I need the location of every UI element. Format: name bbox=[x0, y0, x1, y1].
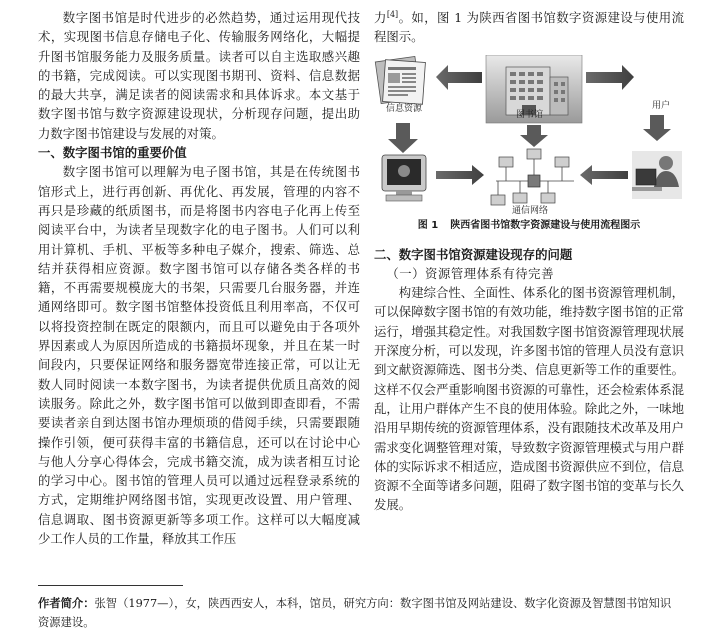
computer-monitor-icon bbox=[382, 155, 426, 201]
library-label: 图书馆 bbox=[516, 109, 544, 120]
continuation-tail: 。如，图 1 为陕西省图书馆数字资源建设与使用流程图示。 bbox=[374, 10, 685, 45]
section-2-heading: 二、数字图书馆资源建设现存的问题 bbox=[374, 246, 573, 262]
figure-caption bbox=[374, 219, 684, 233]
footnote-text: 张智（1977—），女，陕西西安人，本科，馆员，研究方向：数字图书馆及网站建设、数字化资源及智慧图书馆知识资源建设。 bbox=[38, 597, 672, 629]
footnote-label: 作者简介： bbox=[38, 597, 95, 610]
figure-caption-number: 图 1 bbox=[417, 219, 439, 231]
continuation-text: 力 bbox=[374, 10, 387, 25]
subsection-heading: （一）资源管理体系有待完善 bbox=[386, 265, 554, 281]
newspaper-icon bbox=[375, 56, 425, 104]
server-icon bbox=[528, 175, 540, 187]
section-1-body: 数字图书馆可以理解为电子图书馆，其是在传统图书馆形式上，进行再创新、再优化、再发展，管理的内容不再只是珍藏的纸质图书，而是将图书内容电子化再上传至阅读平台中，为读者呈现数字化的电子图书。人们可以利用计算机、手机、平板等多种电子媒介，搜索、筛选、总结并获得相应资源。数字图书馆可以存储各类各样的书籍，不再需要规模庞大的书架，只需要几台服务器，并连通网络即可。数字图书馆整体投资低且利用率高，不仅可以将投资控制在既定的限额内，而且可以避免由于各项外界因素或人为原因所造成的书籍损坏现象，并且在某一时间段内，只要保证网络和服务器宽带连接正常，可以让无数人同时阅读一本数字图书，为读者提供优质且高效的阅读服务。除此之外，数字图书馆可以做到即查即看，不需要读者亲自到达图书馆办理烦琐的借阅手续，只需要跟随操作引领，便可获得丰富的书籍信息，还可以在讨论中心与他人分享心得体会，完成书籍交流，成为读者相互讨论的学习中心。图书馆的管理人员可以通过远程登录系统的方式，定期维护网络图书馆，实现更改设置、用户管理、信息调取、图书资源更新等多项工作。这样可以大幅度减少工作人员的工作量，释放其工作压 bbox=[38, 164, 360, 547]
footnote-divider bbox=[38, 585, 183, 586]
left-arrow-icon bbox=[436, 65, 482, 90]
section-1-heading: 一、数字图书馆的重要价值 bbox=[38, 145, 187, 161]
down-arrow-icon bbox=[520, 125, 548, 147]
reference-marker: [4] bbox=[386, 9, 399, 19]
figure-caption-text: 陕西省图书馆数字资源建设与使用流程图示 bbox=[450, 219, 641, 231]
right-arrow-icon bbox=[586, 65, 634, 90]
down-arrow-icon bbox=[388, 123, 418, 153]
user-label: 用户 bbox=[652, 100, 671, 111]
author-footnote bbox=[38, 595, 678, 632]
flow-diagram-svg bbox=[374, 55, 684, 215]
figure-1-diagram bbox=[374, 55, 684, 215]
down-arrow-icon bbox=[643, 115, 671, 141]
right-column bbox=[374, 8, 684, 515]
intro-paragraph: 数字图书馆是时代进步的必然趋势，通过运用现代技术，实现图书信息存储电子化、传输服务网络化，大幅提升图书馆服务能力及服务质量。读者可以自主选取感兴趣的书籍，完成阅读。可以实现图书期刊、资料、信息数据的最大共享，满足读者的阅读需求和具体诉求。本文基于数字图书馆与数字资源建设现状，分析现存问题，提出助力数字图书馆建设与发展的对策。 bbox=[38, 10, 360, 141]
user-icon bbox=[632, 151, 682, 199]
section-2-body: 构建综合性、全面性、体系化的图书资源管理机制，可以保障数字图书馆的有效功能，维持数字图书馆的正常运行，增强其稳定性。对我国数字图书馆资源管理现状展开深度分析，可以发现，许多图书馆的管理人员没有意识到文献资源筛选、图书分类、信息更新等工作的重要性。这样不仅会严重影响图书资源的可靠性，还会检索体系混乱，让用户群体产生不良的使用体验。除此之外，一味地沿用早期传统的资源管理体系，没有跟随技术改革及用户需求变化调整管理对策，导致数字资源管理模式与用户群体的实际诉求不相适应，造成图书资源供应不到位，信息资源不全面等诸多问题，阻碍了数字图书馆的变革与长久发展。 bbox=[374, 285, 684, 513]
right-arrow-icon bbox=[436, 165, 484, 185]
left-column bbox=[38, 8, 360, 548]
info-resource-label: 信息资源 bbox=[386, 103, 423, 114]
continuation-paragraph bbox=[374, 8, 684, 47]
network-label: 通信网络 bbox=[512, 205, 549, 216]
left-arrow-icon bbox=[580, 165, 628, 185]
